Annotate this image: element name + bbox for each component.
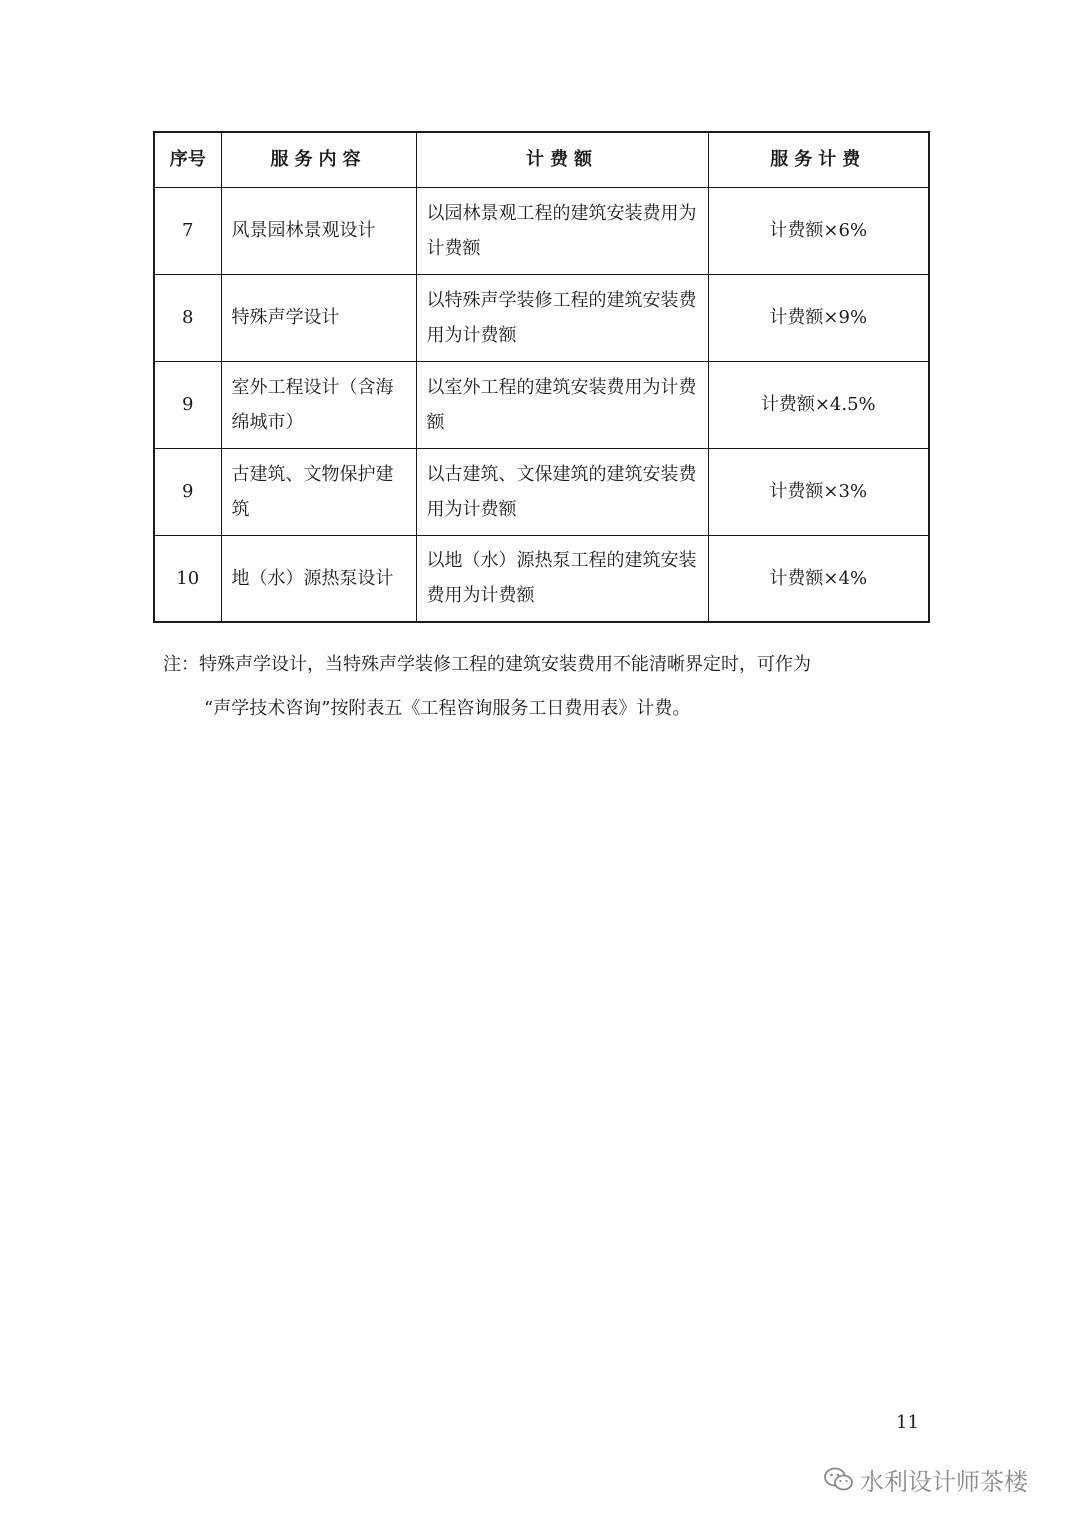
row-fee: 计费额×4% [708,535,929,622]
row-no: 7 [154,187,221,274]
row-fee: 计费额×4.5% [708,361,929,448]
row-fee: 计费额×3% [708,448,929,535]
footnote-line-2: “声学技术咨询”按附表五《工程咨询服务工日费用表》计费。 [204,698,691,719]
table-row [154,448,929,535]
row-fee: 计费额×9% [708,274,929,361]
row-content: 地（水）源热泵设计 [221,535,416,622]
footnote-line-1: 注：特殊声学设计，当特殊声学装修工程的建筑安装费用不能清晰界定时，可作为 [163,654,811,675]
row-fee: 计费额×6% [708,187,929,274]
header-fee: 服务计费 [708,132,929,187]
row-base: 以特殊声学装修工程的建筑安装费用为计费额 [416,274,708,361]
table-row [154,535,929,622]
page-number: 11 [896,1412,919,1433]
row-content: 室外工程设计（含海绵城市） [221,361,416,448]
row-base: 以园林景观工程的建筑安装费用为计费额 [416,187,708,274]
row-content: 古建筑、文物保护建筑 [221,448,416,535]
table-row [154,361,929,448]
fee-table [153,131,930,623]
row-base: 以室外工程的建筑安装费用为计费额 [416,361,708,448]
table-header-row [154,132,929,187]
row-content: 风景园林景观设计 [221,187,416,274]
watermark-text: 水利设计师茶楼 [860,1468,1028,1496]
table-row [154,274,929,361]
row-no: 9 [154,448,221,535]
row-base: 以地（水）源热泵工程的建筑安装费用为计费额 [416,535,708,622]
header-no: 序号 [154,132,221,187]
footnote [163,647,923,727]
row-base: 以古建筑、文保建筑的建筑安装费用为计费额 [416,448,708,535]
header-content: 服务内容 [221,132,416,187]
wechat-icon [824,1467,854,1493]
header-base: 计费额 [416,132,708,187]
row-no: 10 [154,535,221,622]
watermark [824,1462,1028,1497]
row-no: 8 [154,274,221,361]
row-no: 9 [154,361,221,448]
row-content: 特殊声学设计 [221,274,416,361]
table-row [154,187,929,274]
